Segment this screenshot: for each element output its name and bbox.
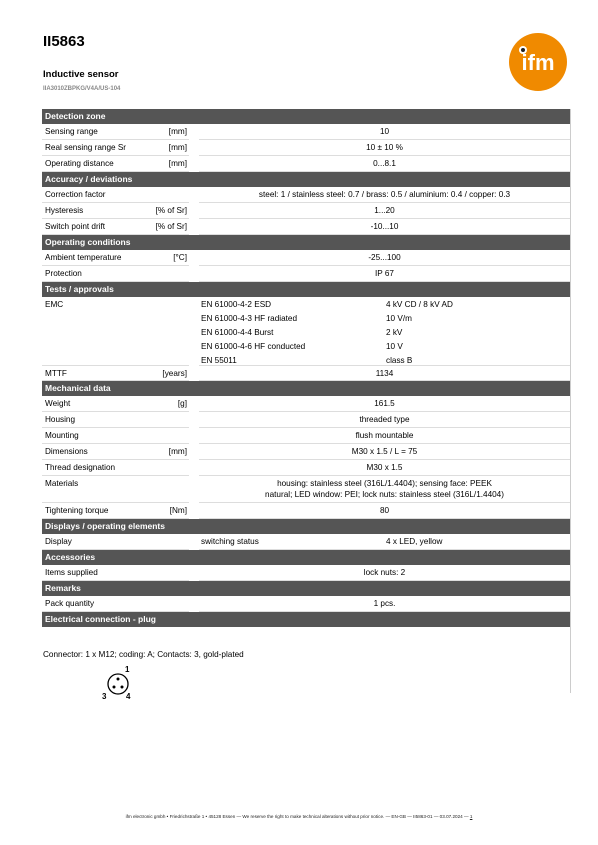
- product-title: II5863: [43, 33, 85, 50]
- label: Sensing range: [45, 127, 98, 136]
- datasheet-table: [42, 109, 571, 693]
- section-accessories: Accessories: [42, 550, 570, 565]
- row-sensing-range: [42, 124, 570, 140]
- emc-value: 10 V: [386, 342, 403, 351]
- emc-value: 10 V/m: [386, 314, 412, 323]
- ifm-logo: [509, 33, 567, 91]
- value: 161.5: [374, 399, 395, 408]
- row-correction-factor: [42, 187, 570, 203]
- emc-standard: EN 55011: [201, 356, 237, 365]
- label: Mounting: [45, 431, 79, 440]
- value: 1134: [375, 369, 394, 378]
- row-protection: [42, 266, 570, 282]
- row-real-sensing-range: [42, 140, 570, 156]
- footer-text: ifm electronic gmbh • Friedrichstraße 1 • 45128 Essen — We reserve the right to make technical alterations without prior notice. — EN-GB — II5863-01 — 03.07.2024 —: [125, 814, 469, 819]
- label: Pack quantity: [45, 599, 95, 608]
- row-operating-distance: [42, 156, 570, 172]
- unit: [% of Sr]: [155, 222, 187, 231]
- label: Display: [45, 537, 72, 546]
- page-number: 1: [469, 814, 473, 819]
- label: Thread designation: [45, 463, 116, 472]
- label: Materials: [45, 479, 79, 488]
- row-mounting: [42, 428, 570, 444]
- row-ambient-temperature: [42, 250, 570, 266]
- logo-text: ifm: [521, 50, 555, 75]
- label: Switch point drift: [45, 222, 106, 231]
- row-switch-point-drift: [42, 219, 570, 235]
- value: 0...8.1: [373, 159, 396, 168]
- page-footer: [0, 814, 598, 819]
- label: Protection: [45, 269, 82, 278]
- value: lock nuts: 2: [363, 568, 406, 577]
- value: M30 x 1.5: [366, 463, 403, 472]
- label: Dimensions: [45, 447, 88, 456]
- connector-description: Connector: 1 x M12; coding: A; Contacts: 3, gold-plated: [43, 650, 244, 659]
- emc-standard: EN 61000-4-6 HF conducted: [201, 342, 306, 351]
- label: EMC: [45, 300, 64, 309]
- pin-4-label: 4: [126, 692, 131, 701]
- row-materials: [42, 476, 570, 503]
- section-tests-approvals: Tests / approvals: [42, 282, 570, 297]
- row-hysteresis: [42, 203, 570, 219]
- row-emc: [42, 297, 570, 366]
- section-accuracy: Accuracy / deviations: [42, 172, 570, 187]
- row-housing: [42, 412, 570, 428]
- unit: [°C]: [173, 253, 187, 262]
- section-electrical-connection: Electrical connection - plug: [42, 612, 570, 627]
- label: MTTF: [45, 369, 67, 378]
- value: IP 67: [375, 269, 394, 278]
- section-displays: Displays / operating elements: [42, 519, 570, 534]
- label: Operating distance: [45, 159, 114, 168]
- unit: [mm]: [168, 143, 187, 152]
- label: Weight: [45, 399, 71, 408]
- value: 80: [379, 506, 390, 515]
- value: -25...100: [368, 253, 401, 262]
- row-mttf: [42, 366, 570, 381]
- label: Correction factor: [45, 190, 106, 199]
- sub-label: switching status: [201, 537, 259, 546]
- article-code: IIA3010ZBPKG/V4A/US-104: [43, 86, 121, 92]
- pin-3-label: 3: [102, 692, 107, 701]
- value: threaded type: [359, 415, 410, 424]
- emc-value: 2 kV: [386, 328, 403, 337]
- value: 10 ± 10 %: [366, 143, 403, 152]
- value-line-2: natural; LED window: PEI; lock nuts: stainless steel (316L/1.4404): [265, 490, 504, 499]
- value-line-1: housing: stainless steel (316L/1.4404); sensing face: PEEK: [277, 479, 492, 488]
- unit: [% of Sr]: [155, 206, 187, 215]
- unit: [years]: [162, 369, 187, 378]
- value: 1...20: [374, 206, 395, 215]
- value: M30 x 1.5 / L = 75: [351, 447, 418, 456]
- label: Real sensing range Sr: [45, 143, 127, 152]
- unit: [mm]: [168, 127, 187, 136]
- row-items-supplied: [42, 565, 570, 581]
- value: 1 pcs.: [373, 599, 396, 608]
- emc-value: class B: [386, 356, 413, 365]
- value: 4 x LED, yellow: [386, 537, 443, 546]
- value: -10...10: [370, 222, 399, 231]
- row-display: [42, 534, 570, 550]
- pin-1-label: 1: [125, 665, 130, 674]
- row-dimensions: [42, 444, 570, 460]
- section-remarks: Remarks: [42, 581, 570, 596]
- unit: [mm]: [168, 159, 187, 168]
- value: flush mountable: [355, 431, 414, 440]
- section-mechanical-data: Mechanical data: [42, 381, 570, 396]
- product-subtitle: Inductive sensor: [43, 69, 119, 80]
- unit: [g]: [177, 399, 187, 408]
- value: steel: 1 / stainless steel: 0.7 / brass: 0.5 / aluminium: 0.4 / copper: 0.3: [258, 190, 511, 199]
- label: Housing: [45, 415, 76, 424]
- value: 10: [379, 127, 390, 136]
- label: Ambient temperature: [45, 253, 122, 262]
- emc-standard: EN 61000-4-2 ESD: [201, 300, 272, 309]
- row-thread-designation: [42, 460, 570, 476]
- section-operating-conditions: Operating conditions: [42, 235, 570, 250]
- label: Tightening torque: [45, 506, 109, 515]
- unit: [Nm]: [169, 506, 187, 515]
- row-tightening-torque: [42, 503, 570, 519]
- emc-standard: EN 61000-4-3 HF radiated: [201, 314, 298, 323]
- unit: [mm]: [168, 447, 187, 456]
- row-pack-quantity: [42, 596, 570, 612]
- label: Hysteresis: [45, 206, 84, 215]
- label: Items supplied: [45, 568, 98, 577]
- emc-value: 4 kV CD / 8 kV AD: [386, 300, 453, 309]
- emc-standard: EN 61000-4-4 Burst: [201, 328, 274, 337]
- row-weight: [42, 396, 570, 412]
- section-detection-zone: Detection zone: [42, 109, 570, 124]
